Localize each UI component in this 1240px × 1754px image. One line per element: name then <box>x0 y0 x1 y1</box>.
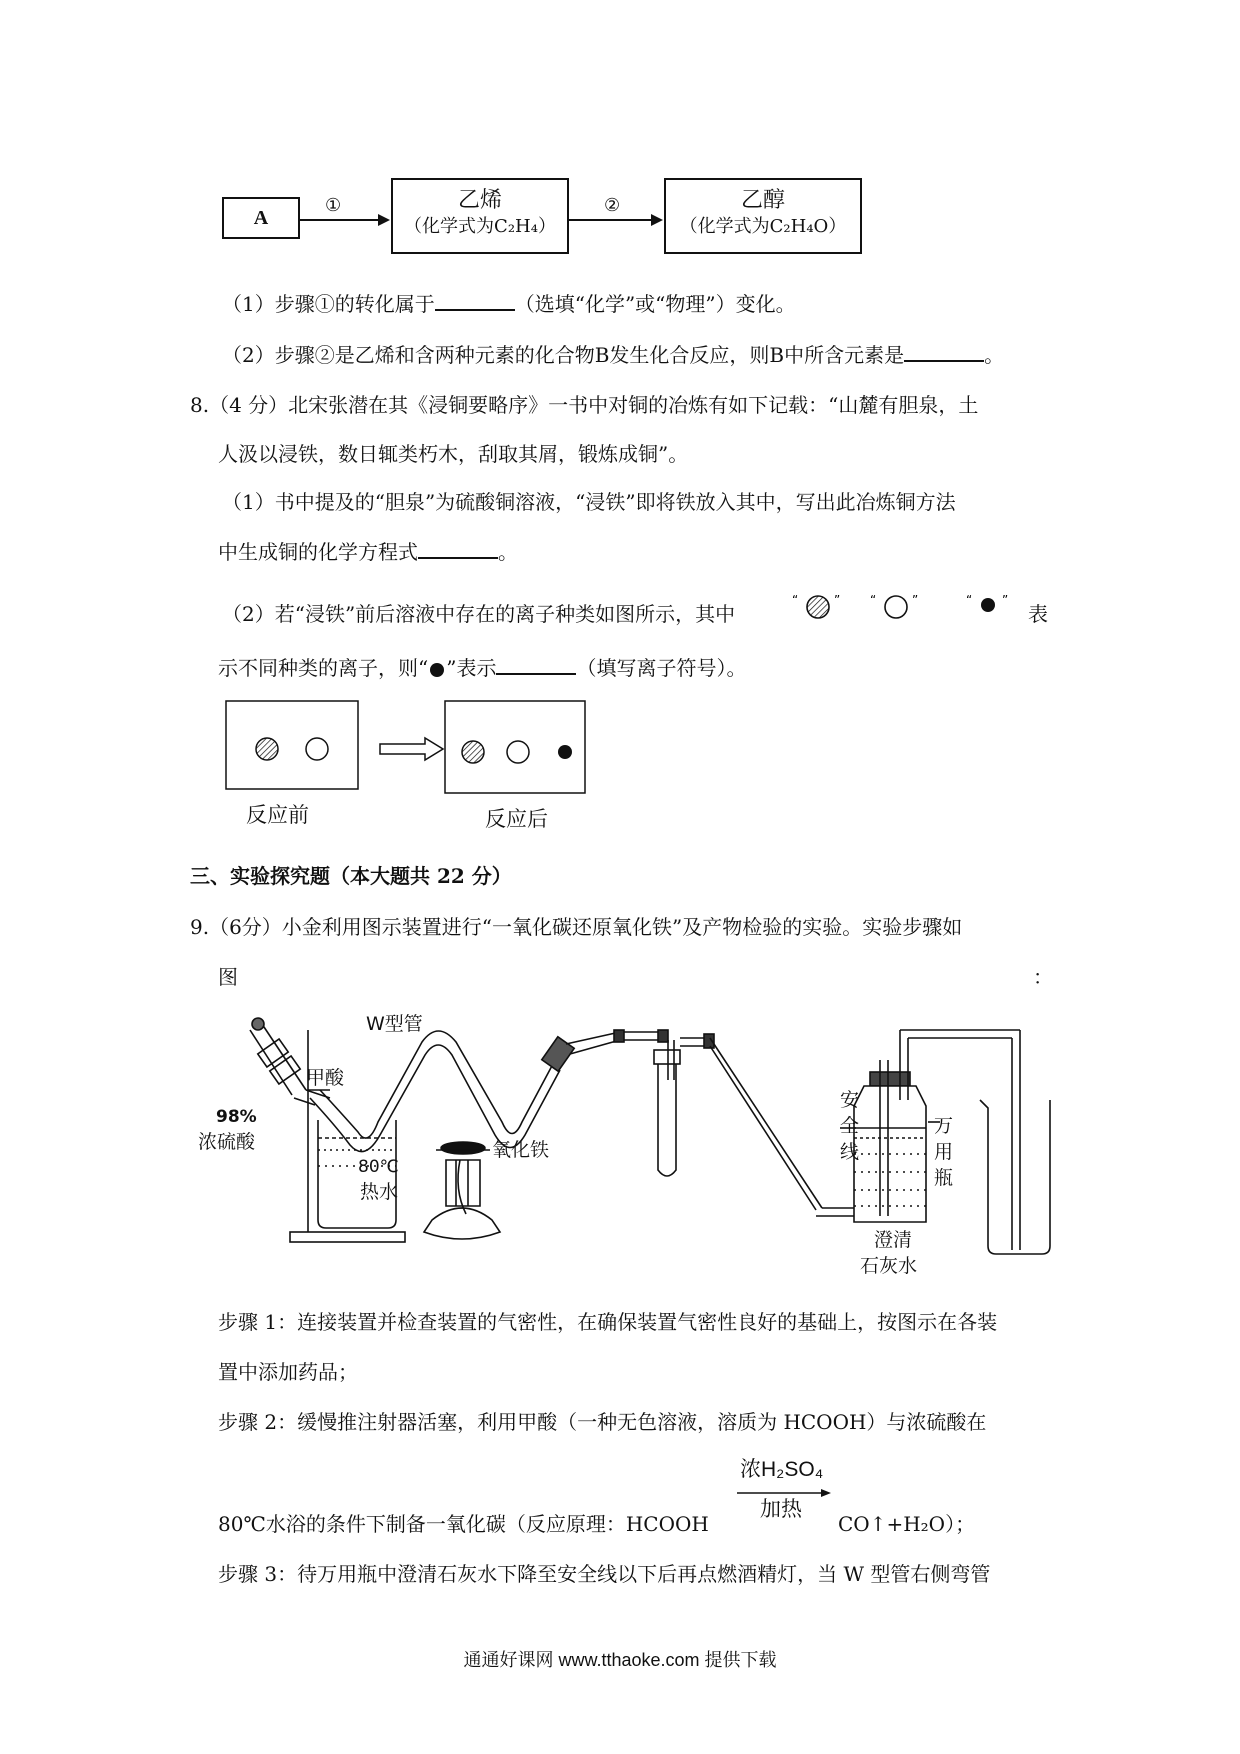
q8-part2-line2-tail: （填写离子符号）。 <box>576 656 747 680</box>
flow-node-a-label: A <box>253 207 269 229</box>
q7-part1-tail: （选填“化学”或“物理”）变化。 <box>514 292 796 316</box>
stand-base <box>290 1232 405 1242</box>
label-hot-water: 热水 <box>360 1181 399 1203</box>
solid-ion-inline-icon <box>430 663 444 677</box>
hatched-ion-icon <box>807 596 829 618</box>
q9-intro-line1: 9.（6分）小金利用图示装置进行“一氧化碳还原氧化铁”及产物检验的实验。实验步骤如 <box>190 915 963 939</box>
svg-text:”: ” <box>834 593 841 607</box>
ion-symbols-legend <box>790 590 1020 630</box>
page-footer: 通通好课网 www.tthaoke.com 提供下载 <box>463 1650 777 1670</box>
label-limewater-1: 澄清 <box>874 1229 913 1251</box>
step3-line1: 步骤 3：待万用瓶中澄清石灰水下降至安全线以下后再点燃酒精灯，当 W 型管右侧弯管 <box>218 1562 991 1586</box>
step2-line2a: 80℃水浴的条件下制备一氧化碳（反应原理：HCOOH <box>218 1512 709 1536</box>
svg-text:”: ” <box>1002 593 1009 607</box>
solid-ion-icon <box>981 598 995 612</box>
label-temp: 80℃ <box>358 1157 399 1177</box>
flow-ethanol-formula: （化学式为C₂H₄O） <box>679 216 847 237</box>
before-open-ion <box>306 738 328 760</box>
svg-text:”: ” <box>912 593 919 607</box>
section-heading: 三、实验探究题（本大题共 22 分） <box>190 864 512 888</box>
step2-line2b: CO↑+H₂O）； <box>838 1512 976 1536</box>
after-solid-ion <box>558 745 572 759</box>
open-ion-icon <box>885 596 907 618</box>
step1-line2: 置中添加药品； <box>218 1360 358 1384</box>
q9-intro-line2a: 图 <box>218 965 238 989</box>
hollow-arrow-icon <box>380 738 443 760</box>
q8-part1-line2 <box>218 538 518 566</box>
flow-ethylene-formula: （化学式为C₂H₄） <box>404 216 556 237</box>
reaction-condition-bottom: 加热 <box>760 1498 802 1521</box>
label-universal-bottle-2: 用 <box>934 1141 954 1163</box>
label-limewater-2: 石灰水 <box>860 1255 918 1277</box>
step2-line1: 步骤 2：缓慢推注射器活塞，利用甲酸（一种无色溶液，溶质为 HCOOH）与浓硫酸在 <box>218 1410 987 1434</box>
q8-part1-line1: （1）书中提及的“胆泉”为硫酸铜溶液，“浸铁”即将铁放入其中，写出此冶炼铜方法 <box>222 490 956 514</box>
q8-intro-line2: 人汲以浸铁，数日辄类朽木，刮取其屑，锻炼成铜”。 <box>218 442 689 466</box>
q7-part1 <box>222 290 796 318</box>
reaction-condition-top: 浓H₂SO₄ <box>740 1458 824 1481</box>
flow-step2-mark: ② <box>604 195 621 216</box>
q7-part2-tail: 。 <box>984 343 1005 367</box>
label-formic-acid: 甲酸 <box>306 1067 345 1089</box>
q8-part2-line1 <box>222 600 735 628</box>
answer-blank[interactable] <box>904 342 984 362</box>
answer-blank[interactable] <box>418 539 498 559</box>
svg-text:“: “ <box>966 593 973 607</box>
label-conc-percent: 98% <box>216 1107 257 1127</box>
q7-part1-text: （1）步骤①的转化属于 <box>222 292 435 316</box>
q8-part2-line2-mid: ”表示 <box>446 656 497 680</box>
q8-part2-line2-text: 示不同种类的离子，则“ <box>218 656 429 680</box>
flow-ethylene-name: 乙烯 <box>457 187 502 212</box>
flow-ethanol-name: 乙醇 <box>740 187 785 212</box>
flow-node-ethylene <box>391 178 569 254</box>
q8-part1-text: 中生成铜的化学方程式 <box>218 540 418 564</box>
step1-line1: 步骤 1：连接装置并检查装置的气密性，在确保装置气密性良好的基础上，按图示在各装 <box>218 1310 998 1334</box>
before-label: 反应前 <box>246 804 309 827</box>
svg-text:“: “ <box>792 593 799 607</box>
q9-intro-line2b: ： <box>1033 965 1053 989</box>
flow-node-a <box>222 197 300 239</box>
svg-text:“: “ <box>870 593 877 607</box>
label-iron-oxide: 氧化铁 <box>492 1139 550 1161</box>
label-conc-acid: 浓硫酸 <box>198 1131 256 1153</box>
label-safety-line-1: 安 <box>840 1089 860 1111</box>
q8-part2-line1-tail: 表 <box>1028 602 1048 626</box>
flow-node-ethanol <box>664 178 862 254</box>
q8-intro-line1: 8.（4 分）北宋张潜在其《浸铜要略序》一书中对铜的冶炼有如下记载：“山麓有胆泉，土 <box>190 393 979 417</box>
label-universal-bottle-1: 万 <box>934 1115 954 1137</box>
after-hatched-ion <box>462 741 484 763</box>
label-safety-line-3: 线 <box>840 1141 860 1163</box>
before-hatched-ion <box>256 738 278 760</box>
after-label: 反应后 <box>485 808 548 831</box>
q7-part2-text: （2）步骤②是乙烯和含两种元素的化合物B发生化合反应，则B中所含元素是 <box>222 343 905 367</box>
answer-blank[interactable] <box>496 655 576 675</box>
answer-blank[interactable] <box>435 291 515 311</box>
q7-part2 <box>222 341 1004 369</box>
ion-figure <box>225 700 605 795</box>
label-universal-bottle-3: 瓶 <box>934 1167 954 1189</box>
q8-part2-line2 <box>218 654 746 682</box>
flow-arrow-1 <box>300 200 390 240</box>
label-safety-line-2: 全 <box>840 1115 860 1137</box>
q8-part1-tail: 。 <box>498 540 518 564</box>
label-w-tube: W型管 <box>366 1013 423 1035</box>
apparatus-diagram <box>198 1010 1080 1280</box>
after-open-ion <box>507 741 529 763</box>
flow-step1-mark: ① <box>325 195 342 216</box>
q8-part2-text: （2）若“浸铁”前后溶液中存在的离子种类如图所示，其中 <box>222 602 736 626</box>
